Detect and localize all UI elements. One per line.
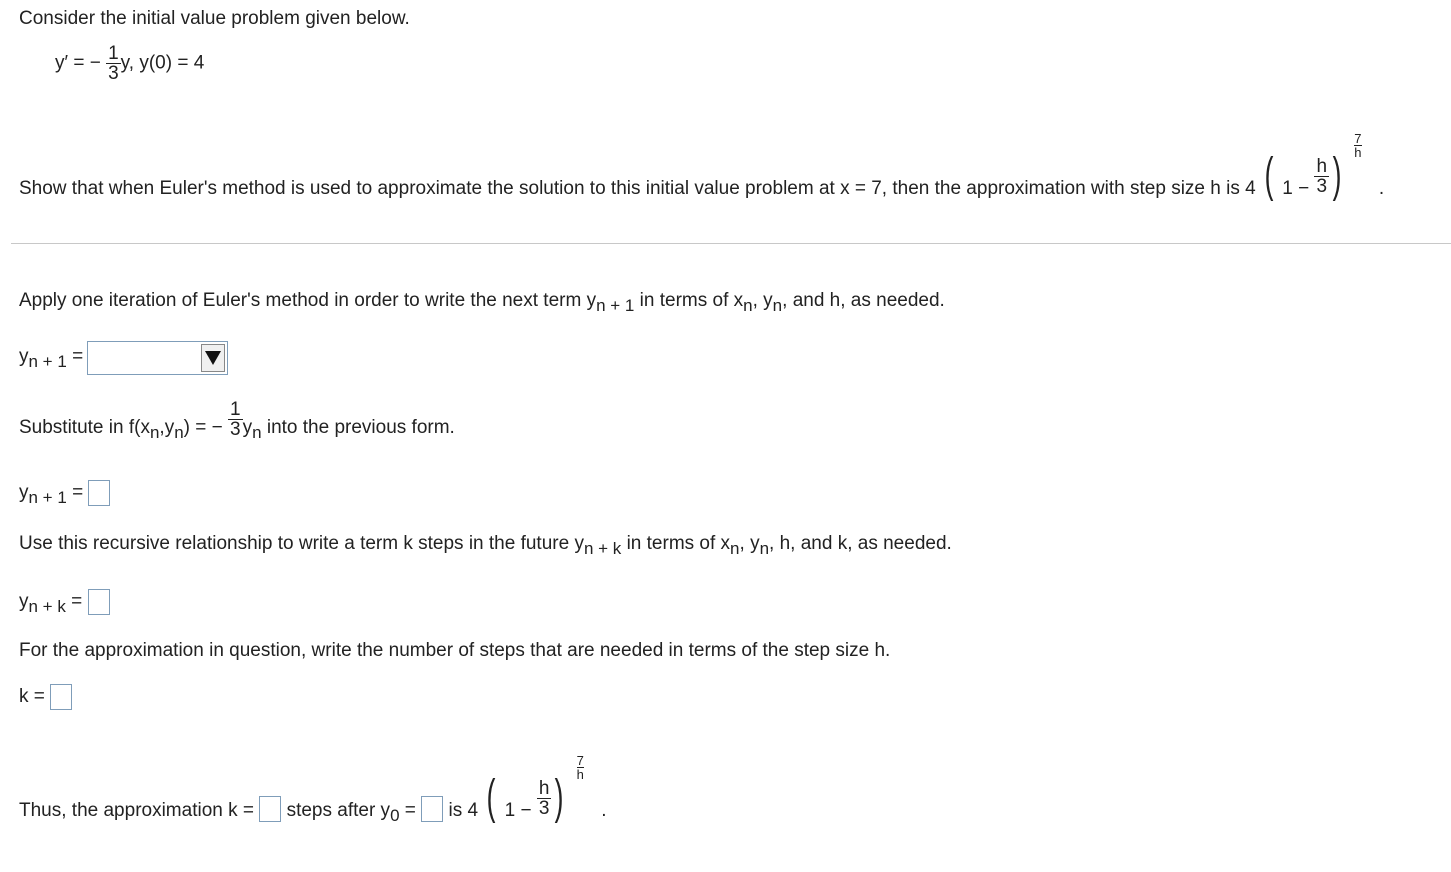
conclusion-period: . [601, 800, 607, 822]
k-answer-input[interactable] [50, 684, 72, 710]
label-y: y [19, 591, 29, 613]
exponent-den: h [576, 767, 584, 783]
label-y: y [19, 346, 29, 367]
step2-text-b: ,y [159, 416, 175, 438]
euler-form-dropdown[interactable] [87, 341, 228, 375]
ivp-lhs: y′ = − [55, 52, 101, 74]
exponent-num: 7 [1354, 131, 1362, 147]
step1-text-a: Apply one iteration of Euler's method in order to write the next term y [19, 290, 597, 311]
ivp-frac-num: 1 [108, 43, 119, 64]
step3-sub-b: n [730, 539, 740, 558]
step2-frac-den: 3 [230, 419, 241, 440]
label-eq: = [66, 346, 84, 367]
step3-text-c: , y [739, 533, 760, 554]
left-paren: ( [486, 771, 496, 824]
step1-sub: n + 1 [596, 296, 635, 315]
step2-text-c: ) = − [183, 416, 223, 438]
conclusion-text-c: = [399, 800, 416, 822]
step3-instruction [19, 533, 952, 558]
conclusion-text-a: Thus, the approximation k = [19, 800, 254, 822]
label-eq: = [66, 482, 84, 504]
conclusion-exponent [577, 754, 584, 781]
k-label: k = [19, 686, 45, 708]
dropdown-arrow-button[interactable] [201, 344, 225, 372]
label-eq: = [65, 591, 83, 613]
show-that-frac-den: 3 [1316, 175, 1328, 197]
exponent-den: h [1354, 145, 1362, 161]
label-sub: n + 1 [28, 352, 67, 371]
step3-answer-input[interactable] [88, 589, 110, 615]
step2-sub-b: n [174, 422, 184, 442]
show-that-exponent [1354, 132, 1361, 159]
step1-text-b: in terms of x [634, 290, 744, 311]
step4-answer-row [19, 684, 72, 710]
step1-answer-label [19, 346, 84, 371]
one-minus: 1 − [504, 800, 532, 822]
ivp-rhs: y, y(0) = 4 [120, 52, 205, 74]
step2-text-e: into the previous form. [261, 416, 455, 438]
show-that-text: Show that when Euler's method is used to approximate the solution to this initial value problem at x = 7, then the approximation with step size h is 4 [19, 178, 1256, 200]
right-paren: ) [555, 771, 564, 824]
conclusion-fraction [537, 779, 552, 818]
conclusion-text-d: is 4 [448, 800, 479, 822]
label-sub: n + 1 [28, 488, 67, 508]
show-that-statement [19, 131, 1385, 220]
step2-text-a: Substitute in f(x [19, 416, 150, 438]
step2-sub-a: n [149, 422, 160, 442]
intro-text: Consider the initial value problem given below. [19, 8, 410, 29]
step2-answer-row [19, 480, 110, 506]
step3-sub-a: n + k [583, 539, 622, 558]
ivp-frac-den: 3 [108, 63, 119, 84]
step2-answer-input[interactable] [88, 480, 110, 506]
conclusion-sub-0: 0 [390, 806, 400, 826]
step3-text-d: , h, and k, as needed. [769, 533, 952, 554]
step3-text-a: Use this recursive relationship to write a term k steps in the future y [19, 533, 584, 554]
step1-text-c: , y [752, 290, 773, 311]
step4-instruction: For the approximation in question, write the number of steps that are needed in terms of the step size h. [19, 640, 891, 661]
step2-instruction [19, 399, 455, 442]
right-paren: ) [1332, 149, 1342, 202]
conclusion-frac-num: h [538, 777, 550, 799]
step2-frac-num: 1 [230, 399, 241, 420]
ivp-equation [55, 44, 204, 83]
step3-answer-row [19, 589, 110, 615]
step1-sub-n2: n [772, 296, 783, 315]
step1-sub-n1: n [743, 296, 753, 315]
label-sub: n + k [28, 597, 66, 617]
step2-text-d: y [242, 416, 253, 438]
section-divider [11, 243, 1451, 244]
show-that-frac-num: h [1316, 155, 1328, 177]
step1-text-d: , and h, as needed. [782, 290, 945, 311]
one-minus: 1 − [1282, 178, 1310, 200]
step2-fraction [228, 400, 243, 439]
label-y: y [19, 482, 29, 504]
conclusion-statement [19, 753, 607, 842]
step3-sub-c: n [759, 539, 770, 558]
conclusion-k-input[interactable] [259, 796, 281, 822]
step1-instruction [19, 290, 945, 315]
triangle-down-icon [205, 351, 221, 365]
left-paren: ( [1264, 149, 1274, 202]
conclusion-text-b: steps after y [286, 800, 391, 822]
exponent-num: 7 [576, 753, 584, 769]
step3-text-b: in terms of x [621, 533, 731, 554]
show-that-fraction [1314, 157, 1329, 196]
conclusion-frac-den: 3 [538, 797, 550, 819]
conclusion-y0-input[interactable] [421, 796, 443, 822]
show-that-period: . [1378, 178, 1385, 200]
ivp-fraction [106, 44, 121, 83]
step2-sub-d: n [252, 422, 262, 442]
